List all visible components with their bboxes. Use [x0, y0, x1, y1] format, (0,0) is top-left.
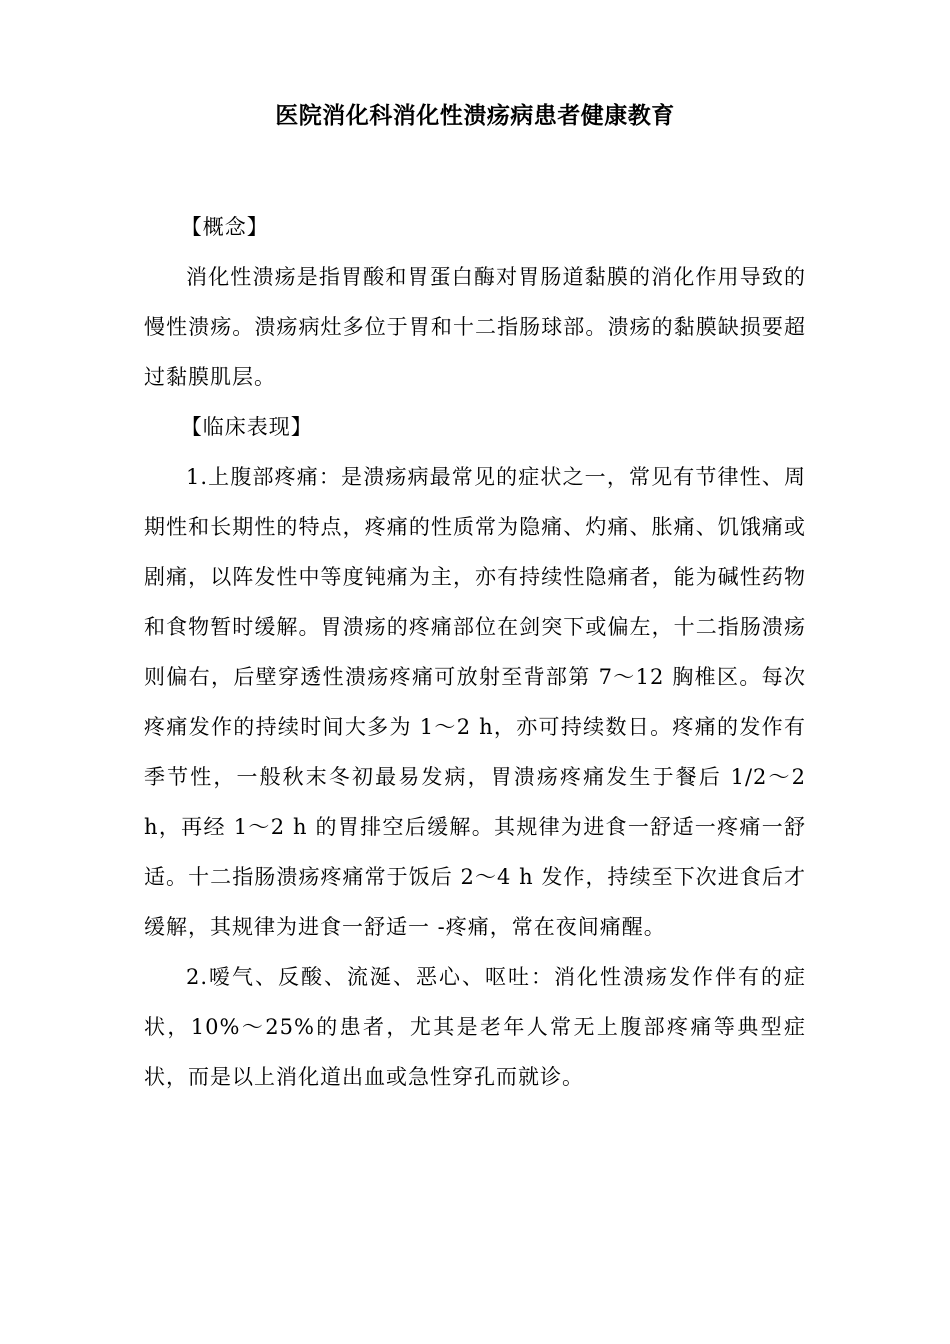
section-heading-concept: 【概念】 — [180, 215, 269, 239]
document-body — [144, 202, 806, 1102]
paragraph-abdominal-pain: 1.上腹部疼痛：是溃疡病最常见的症状之一，常见有节律性、周期性和长期性的特点，疼痛的性质常为隐痛、灼痛、胀痛、饥饿痛或剧痛，以阵发性中等度钝痛为主，亦有持续性隐痛者，能为碱性药物和食物暂时缓解。胃溃疡的疼痛部位在剑突下或偏左，十二指肠溃疡则偏右，后壁穿透性溃疡疼痛可放射至背部第 7～12 胸椎区。每次疼痛发作的持续时间大多为 1～2 h，亦可持续数日。疼痛的发作有季节性，一般秋末冬初最易发病，胃溃疡疼痛发生于餐后 1/2～2 h，再经 1～2 h 的胃排空后缓解。其规律为进食一舒适一疼痛一舒适。十二指肠溃疡疼痛常于饭后 2～4 h 发作，持续至下次进食后才缓解，其规律为进食一舒适一 -疼痛，常在夜间痛醒。 — [144, 465, 806, 939]
section-heading-clinical: 【临床表现】 — [180, 415, 313, 439]
document-title: 医院消化科消化性溃疡病患者健康教育 — [275, 103, 675, 129]
paragraph-concept: 消化性溃疡是指胃酸和胃蛋白酶对胃肠道黏膜的消化作用导致的慢性溃疡。溃疡病灶多位于胃和十二指肠球部。溃疡的黏膜缺损要超过黏膜肌层。 — [144, 265, 806, 389]
paragraph-belching-acid: 2.嗳气、反酸、流涎、恶心、呕吐：消化性溃疡发作伴有的症状，10%～25%的患者，尤其是老年人常无上腹部疼痛等典型症状，而是以上消化道出血或急性穿孔而就诊。 — [144, 965, 806, 1089]
